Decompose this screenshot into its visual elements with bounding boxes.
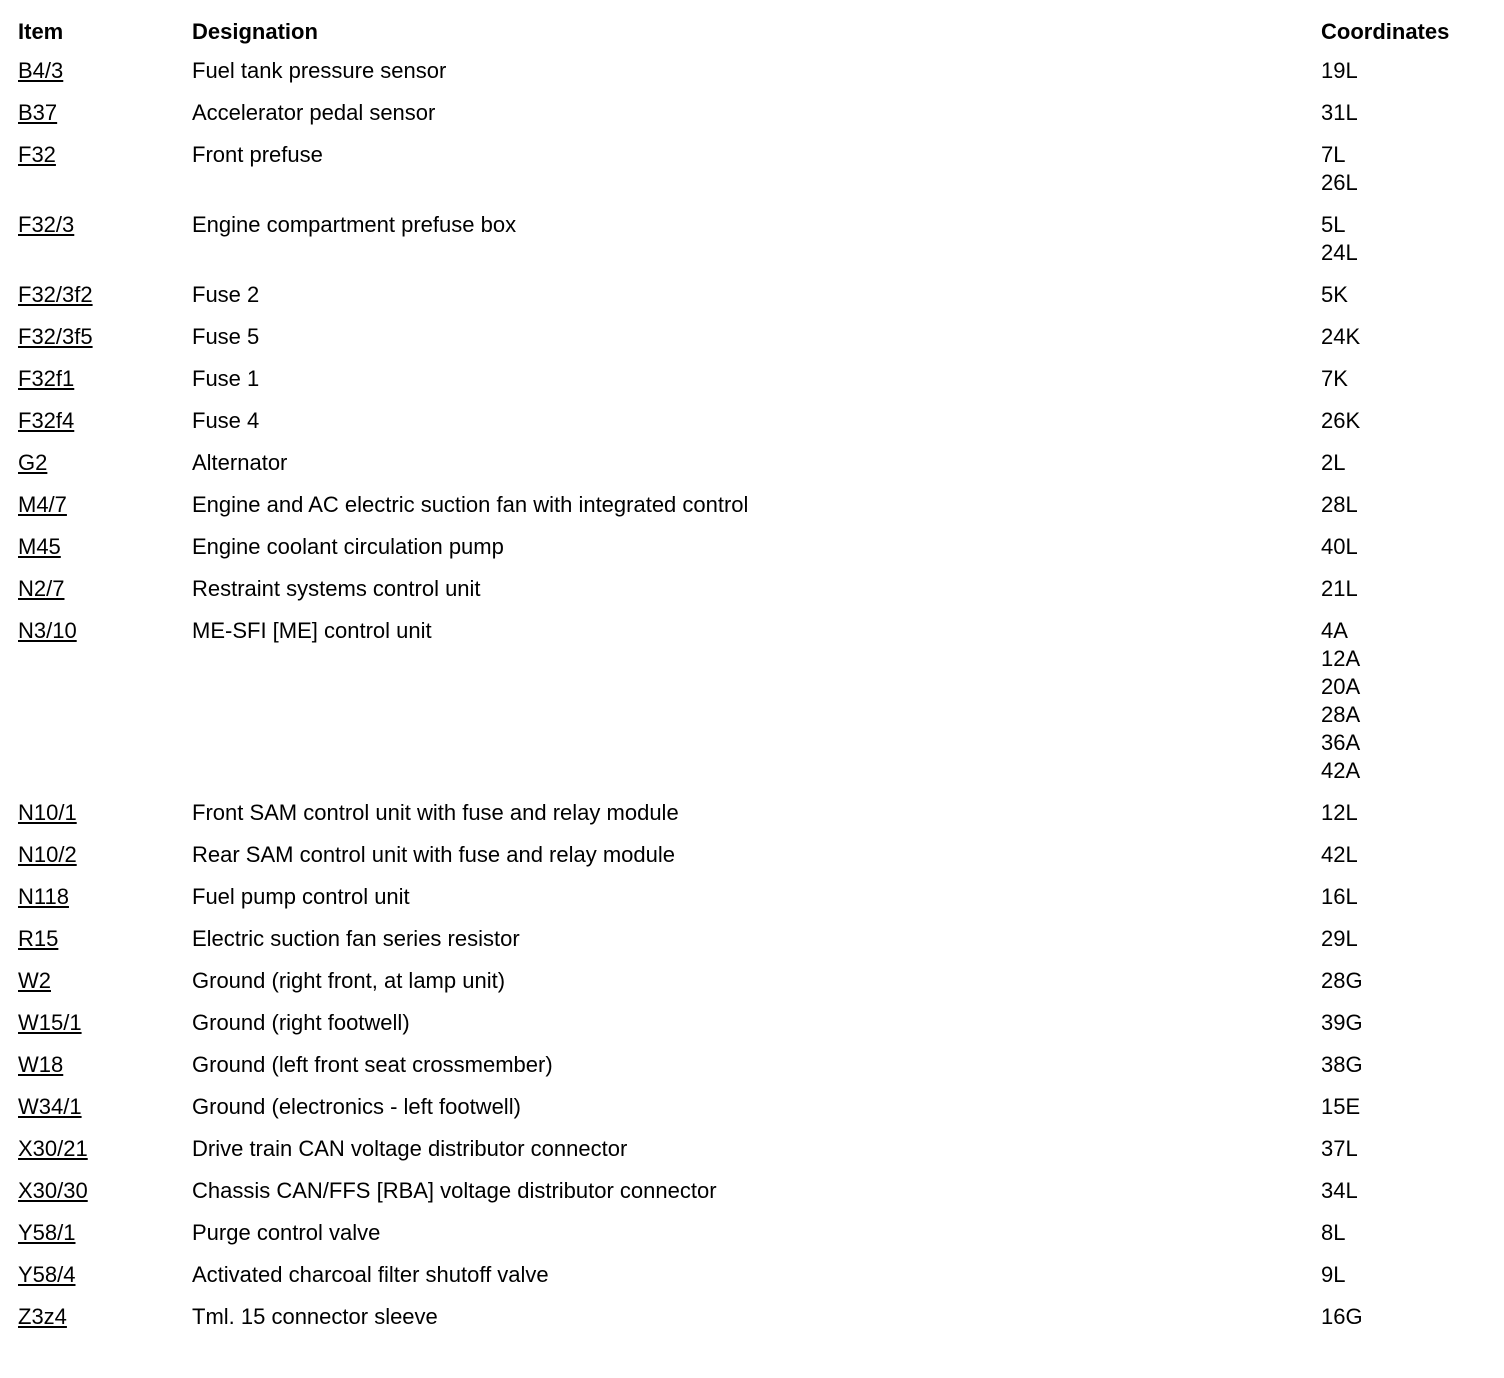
item-cell [18,533,192,561]
coordinate-value: 31L [1321,100,1358,125]
table-row [18,446,1488,488]
designation-cell: Purge control valve [192,1220,381,1245]
item-cell [18,1093,192,1121]
item-link[interactable]: F32f4 [18,408,75,433]
coordinate-value: 7K [1321,366,1348,391]
table-row [18,614,1488,796]
table-row [18,208,1488,278]
item-cell [18,491,192,519]
item-link[interactable]: Z3z4 [18,1304,67,1329]
coordinate-value: 16G [1321,1304,1363,1329]
item-link[interactable]: W34/1 [18,1094,82,1119]
coordinates-cell [1321,1303,1488,1331]
item-cell [18,799,192,827]
designation-cell: Fuse 2 [192,282,260,307]
coordinate-value: 38G [1321,1052,1363,1077]
designation-cell: Activated charcoal filter shutoff valve [192,1262,549,1287]
table-row [18,362,1488,404]
item-link[interactable]: G2 [18,450,48,475]
coordinates-cell [1321,1093,1488,1121]
designation-cell: Alternator [192,450,288,475]
designation-cell: Chassis CAN/FFS [RBA] voltage distributor connector [192,1178,717,1203]
coordinate-value: 36A [1321,730,1361,755]
item-column-header: Item [18,19,64,44]
designation-cell: Ground (right front, at lamp unit) [192,968,506,993]
designation-cell: ME-SFI [ME] control unit [192,618,432,643]
designation-cell: Accelerator pedal sensor [192,100,436,125]
table-row [18,838,1488,880]
table-row [18,1174,1488,1216]
coordinates-cell [1321,841,1488,869]
coordinates-cell [1321,491,1488,519]
item-cell [18,967,192,995]
coordinates-cell [1321,449,1488,477]
coordinate-value: 21L [1321,576,1358,601]
item-link[interactable]: F32/3f5 [18,324,93,349]
coordinates-cell [1321,99,1488,127]
item-link[interactable]: N118 [18,884,69,909]
table-row [18,1006,1488,1048]
item-cell [18,281,192,309]
coordinates-cell [1321,1219,1488,1247]
table-row [18,922,1488,964]
designation-cell: Fuse 4 [192,408,260,433]
table-row [18,1090,1488,1132]
designation-cell: Front SAM control unit with fuse and relay module [192,800,679,825]
table-row [18,796,1488,838]
coordinate-value: 24K [1321,324,1361,349]
coordinate-value: 26L [1321,170,1358,195]
coordinate-value: 20A [1321,674,1361,699]
item-cell [18,1009,192,1037]
coordinates-cell [1321,323,1488,351]
coordinates-cell [1321,1177,1488,1205]
designation-cell: Fuel tank pressure sensor [192,58,447,83]
item-cell [18,883,192,911]
table-row [18,1048,1488,1090]
table-row [18,1300,1488,1342]
coordinate-value: 16L [1321,884,1358,909]
table-row [18,404,1488,446]
item-cell [18,449,192,477]
coordinates-cell [1321,883,1488,911]
item-cell [18,1135,192,1163]
coordinate-value: 5K [1321,282,1348,307]
table-row [18,54,1488,96]
item-link[interactable]: F32/3f2 [18,282,93,307]
item-cell [18,575,192,603]
item-link[interactable]: Y58/4 [18,1262,76,1287]
table-header-row [18,18,1488,54]
item-cell [18,1261,192,1289]
designation-cell: Ground (right footwell) [192,1010,410,1035]
item-cell [18,1219,192,1247]
coordinate-value: 12A [1321,646,1361,671]
coordinate-value: 28L [1321,492,1358,517]
coordinate-value: 40L [1321,534,1358,559]
coordinate-value: 7L [1321,142,1346,167]
item-link[interactable]: B37 [18,100,58,125]
item-cell [18,323,192,351]
coordinates-cell [1321,967,1488,995]
coordinates-cell [1321,281,1488,309]
item-cell [18,1177,192,1205]
designation-cell: Engine coolant circulation pump [192,534,504,559]
coordinate-value: 37L [1321,1136,1358,1161]
coordinate-value: 5L [1321,212,1346,237]
coordinates-cell [1321,799,1488,827]
coordinate-value: 19L [1321,58,1358,83]
designation-cell: Engine and AC electric suction fan with integrated control [192,492,749,517]
coordinate-value: 26K [1321,408,1361,433]
item-cell [18,1051,192,1079]
coordinate-value: 12L [1321,800,1358,825]
designation-cell: Ground (left front seat crossmember) [192,1052,553,1077]
item-link[interactable]: N3/10 [18,618,77,643]
coordinates-cell [1321,575,1488,603]
item-link[interactable]: X30/21 [18,1136,88,1161]
coordinates-cell [1321,1009,1488,1037]
item-link[interactable]: W18 [18,1052,64,1077]
item-link[interactable]: W2 [18,968,51,993]
coordinate-value: 4A [1321,618,1348,643]
designation-cell: Tml. 15 connector sleeve [192,1304,438,1329]
item-cell [18,99,192,127]
coordinate-value: 42A [1321,758,1361,783]
item-link[interactable]: M45 [18,534,61,559]
table-row [18,278,1488,320]
coordinates-cell [1321,211,1488,267]
coordinates-cell [1321,57,1488,85]
item-link[interactable]: X30/30 [18,1178,88,1203]
coordinates-cell [1321,1135,1488,1163]
table-row [18,138,1488,208]
coordinate-value: 2L [1321,450,1346,475]
designation-cell: Fuse 1 [192,366,260,391]
table-row [18,1216,1488,1258]
item-link[interactable]: N10/2 [18,842,77,867]
table-row [18,1132,1488,1174]
table-row [18,880,1488,922]
coordinate-value: 28A [1321,702,1361,727]
coordinate-value: 9L [1321,1262,1346,1287]
item-link[interactable]: F32 [18,142,56,167]
coordinates-cell [1321,925,1488,953]
item-link[interactable]: R15 [18,926,59,951]
item-link[interactable]: F32/3 [18,212,75,237]
item-link[interactable]: W15/1 [18,1010,82,1035]
item-cell [18,925,192,953]
table-row [18,488,1488,530]
item-cell [18,617,192,645]
designation-cell: Engine compartment prefuse box [192,212,517,237]
item-link[interactable]: B4/3 [18,58,64,83]
table-row [18,964,1488,1006]
designation-cell: Fuel pump control unit [192,884,410,909]
item-link[interactable]: F32f1 [18,366,75,391]
coordinate-value: 15E [1321,1094,1361,1119]
item-link[interactable]: N10/1 [18,800,77,825]
table-row [18,572,1488,614]
item-cell [18,1303,192,1331]
coordinates-cell [1321,533,1488,561]
component-legend-table [18,18,1488,1342]
coordinates-cell [1321,407,1488,435]
item-cell [18,841,192,869]
item-cell [18,141,192,169]
designation-cell: Fuse 5 [192,324,260,349]
item-cell [18,57,192,85]
coordinates-cell [1321,1051,1488,1079]
designation-cell: Restraint systems control unit [192,576,481,601]
designation-cell: Rear SAM control unit with fuse and relay module [192,842,676,867]
table-body [18,54,1488,1342]
coordinate-value: 24L [1321,240,1358,265]
table-row [18,1258,1488,1300]
designation-column-header: Designation [192,19,318,44]
coordinate-value: 8L [1321,1220,1346,1245]
item-link[interactable]: N2/7 [18,576,65,601]
coordinate-value: 42L [1321,842,1358,867]
designation-cell: Drive train CAN voltage distributor connector [192,1136,628,1161]
coordinates-cell [1321,1261,1488,1289]
coordinates-cell [1321,365,1488,393]
item-link[interactable]: Y58/1 [18,1220,76,1245]
coordinate-value: 34L [1321,1178,1358,1203]
coordinate-value: 39G [1321,1010,1363,1035]
designation-cell: Ground (electronics - left footwell) [192,1094,521,1119]
item-link[interactable]: M4/7 [18,492,67,517]
table-row [18,96,1488,138]
designation-cell: Front prefuse [192,142,323,167]
coordinate-value: 28G [1321,968,1363,993]
table-row [18,320,1488,362]
item-cell [18,365,192,393]
item-cell [18,407,192,435]
table-row [18,530,1488,572]
coordinates-cell [1321,141,1488,197]
coordinates-cell [1321,617,1488,785]
item-cell [18,211,192,239]
coordinates-column-header: Coordinates [1321,19,1450,44]
coordinate-value: 29L [1321,926,1358,951]
designation-cell: Electric suction fan series resistor [192,926,520,951]
